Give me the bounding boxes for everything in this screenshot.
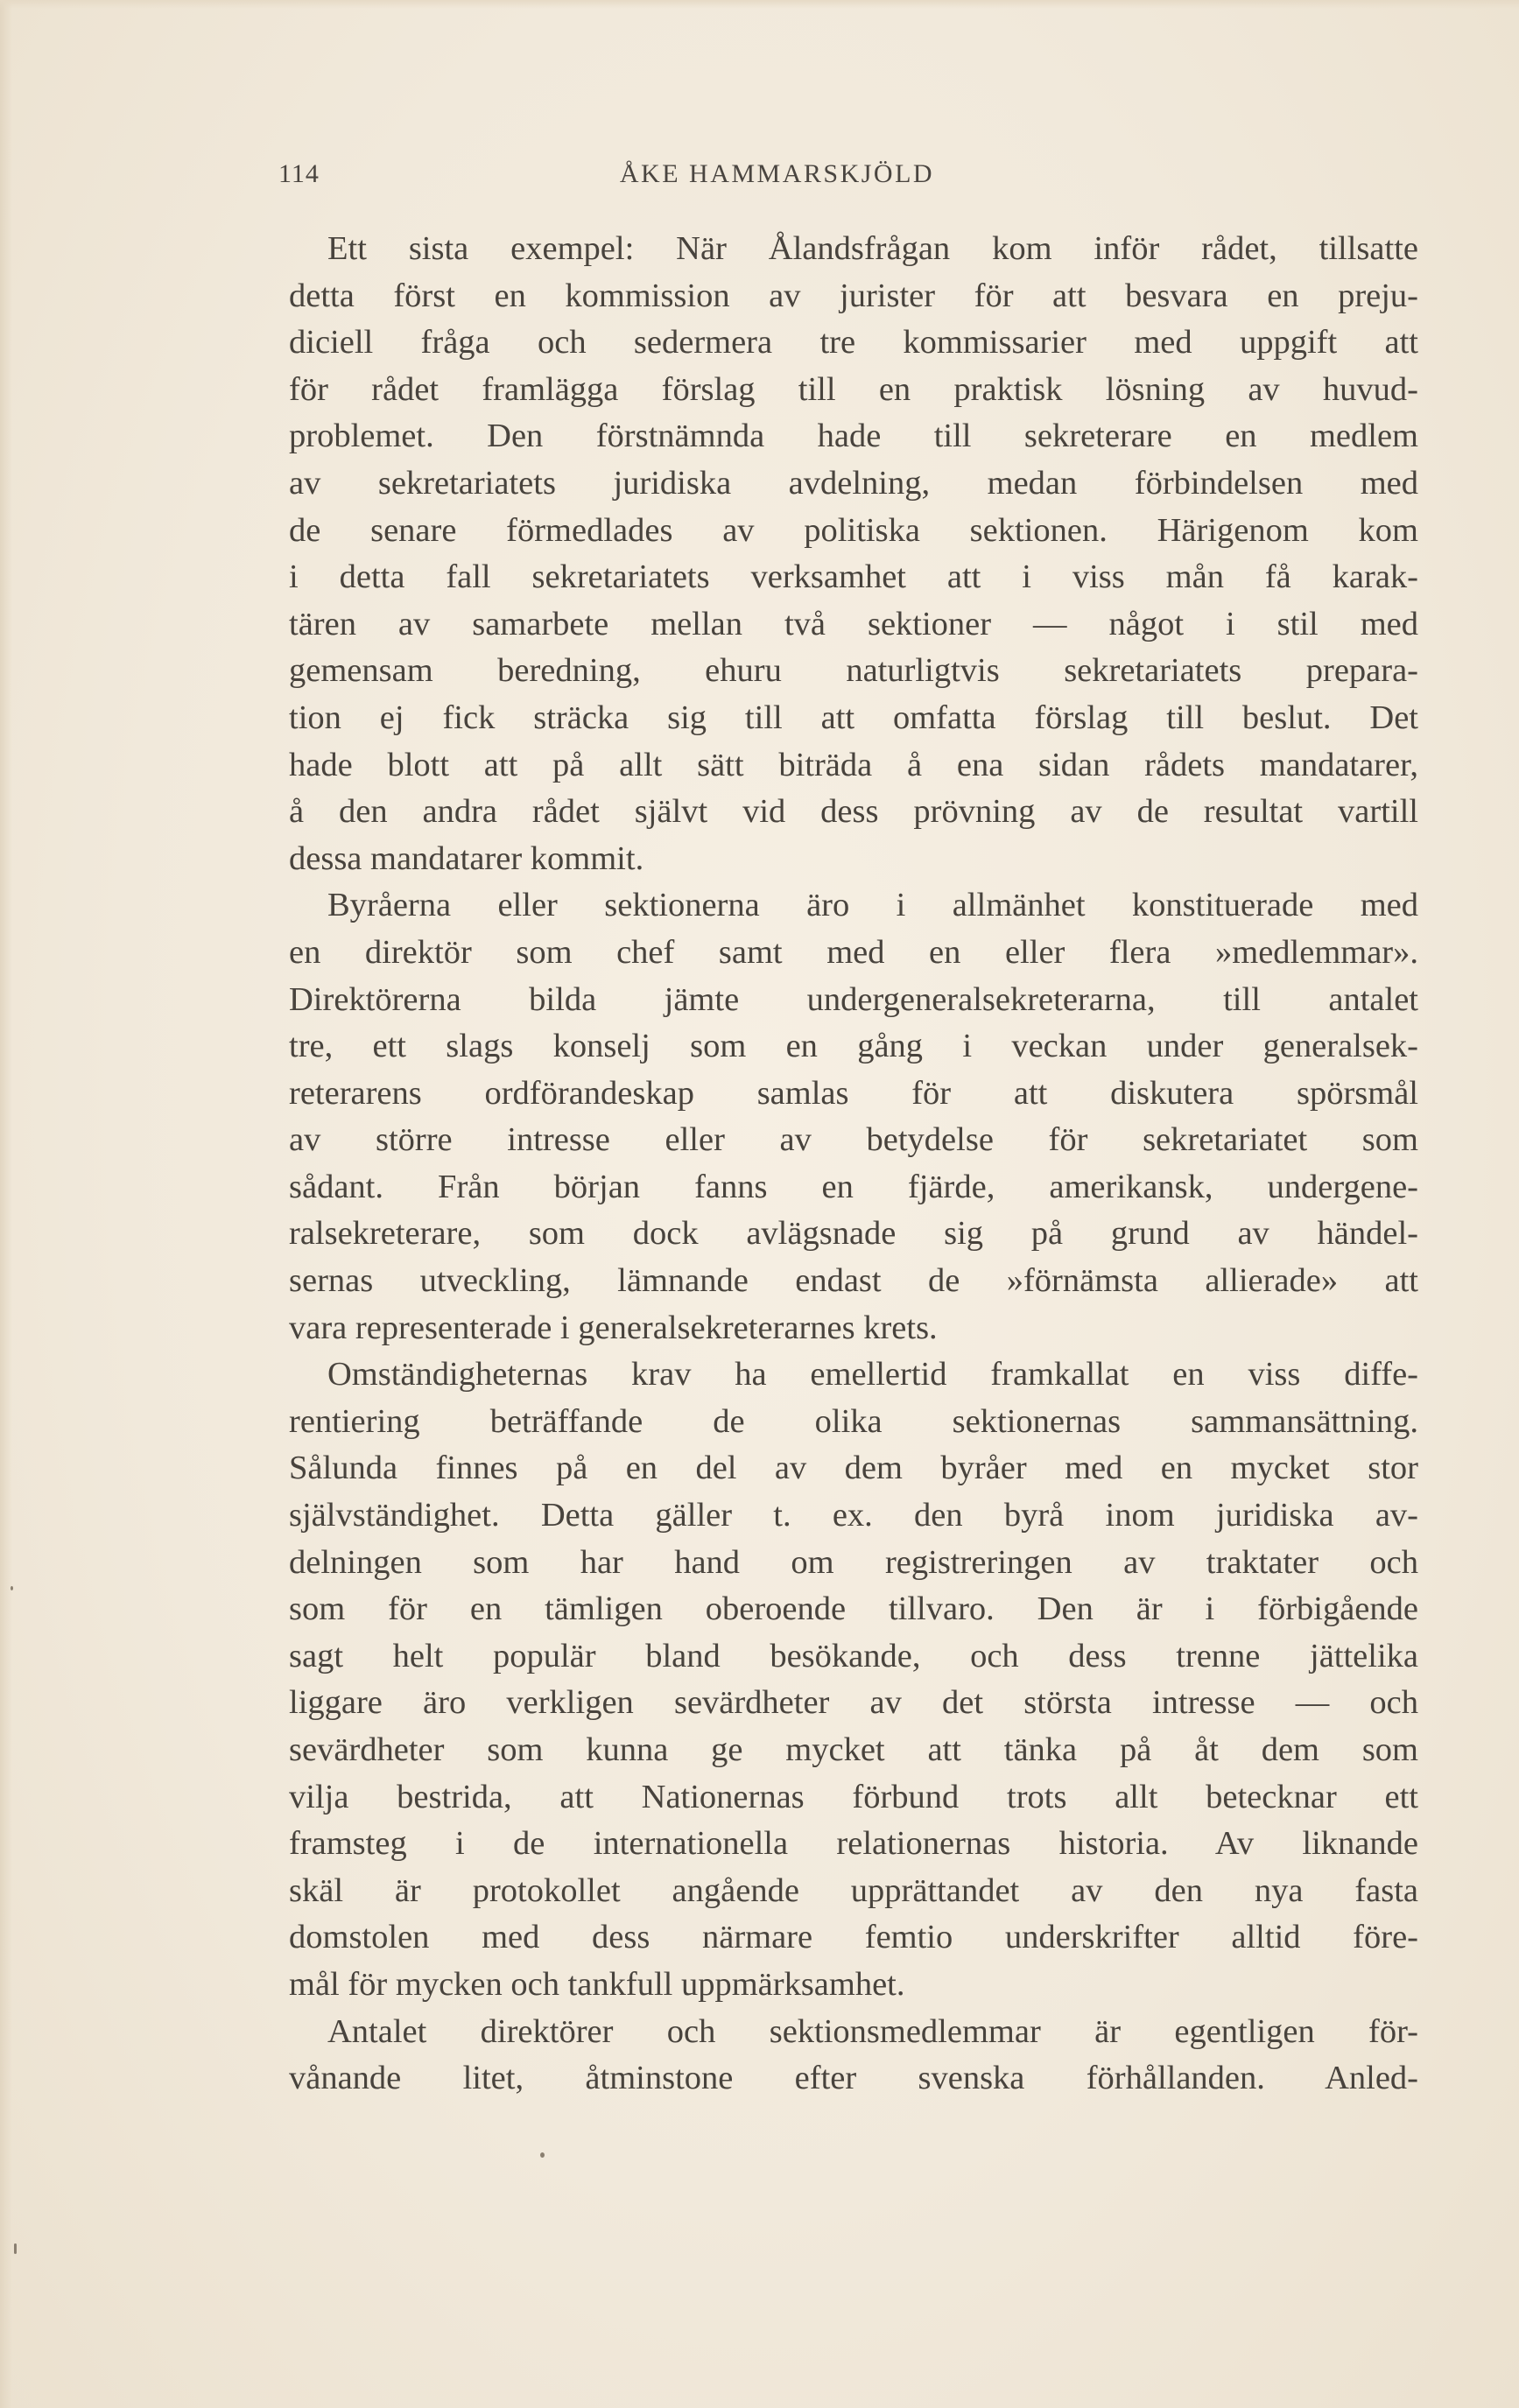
text-line: detta först en kommission av jurister för att besvara en preju-: [289, 277, 1418, 314]
text-line: problemet. Den förstnämnda hade till sekreterare en medlem: [289, 418, 1418, 455]
paragraph: [289, 1351, 1418, 2008]
text-line: liggare äro verkligen sevärdheter av det största intresse — och: [289, 1684, 1418, 1722]
page-header: [0, 159, 1519, 203]
paragraph: [289, 2009, 1418, 2103]
text-line: diciell fråga och sedermera tre kommissarier med uppgift att: [289, 324, 1418, 362]
text-line: för rådet framlägga förslag till en praktisk lösning av huvud-: [289, 370, 1418, 408]
text-line: sådant. Från början fanns en fjärde, amerikansk, undergene-: [289, 1168, 1418, 1205]
page-edge-shadow-left: [0, 0, 12, 2408]
text-line: sagt helt populär bland besökande, och dess trenne jättelika: [289, 1637, 1418, 1674]
text-line: mål för mycken och tankfull uppmärksamhet.: [289, 1965, 905, 2003]
text-line: delningen som har hand om registreringen av traktater och: [289, 1543, 1418, 1581]
text-line: sevärdheter som kunna ge mycket att tänka på åt dem som: [289, 1731, 1418, 1768]
text-line: som för en tämligen oberoende tillvaro. Den är i förbigående: [289, 1590, 1418, 1628]
text-line: i detta fall sekretariatets verksamhet att i viss mån få karak-: [289, 558, 1418, 596]
text-line: reterarens ordförandeskap samlas för att diskutera spörsmål: [289, 1074, 1418, 1112]
text-line: Byråerna eller sektionerna äro i allmänhet konstituerade med: [327, 887, 1418, 924]
body-text: [289, 226, 1418, 2103]
text-line: de senare förmedlades av politiska sektionen. Härigenom kom: [289, 511, 1418, 549]
text-line: Antalet direktörer och sektionsmedlemmar är egentligen för-: [327, 2012, 1418, 2050]
text-line: vilja bestrida, att Nationernas förbund trots allt betecknar ett: [289, 1778, 1418, 1815]
text-line: självständighet. Detta gäller t. ex. den byrå inom juridiska av-: [289, 1497, 1418, 1534]
text-line: Ett sista exempel: När Ålandsfrågan kom inför rådet, tillsatte: [327, 230, 1418, 267]
page-number: 114: [278, 159, 320, 188]
text-line: å den andra rådet självt vid dess prövning av de resultat vartill: [289, 793, 1418, 831]
text-line: vånande litet, åtminstone efter svenska förhållanden. Anled-: [289, 2060, 1418, 2097]
text-line: ralsekreterare, som dock avlägsnade sig på grund av händel-: [289, 1215, 1418, 1253]
text-line: en direktör som chef samt med en eller flera »medlemmar».: [289, 933, 1418, 971]
text-line: tion ej fick sträcka sig till att omfatta förslag till beslut. Det: [289, 699, 1418, 736]
text-line: skäl är protokollet angående upprättandet av den nya fasta: [289, 1871, 1418, 1909]
text-line: tre, ett slags konselj som en gång i veckan under generalsek-: [289, 1028, 1418, 1065]
running-head: ÅKE HAMMARSKJÖLD: [619, 159, 935, 188]
text-line: Sålunda finnes på en del av dem byråer med en mycket stor: [289, 1450, 1418, 1487]
text-line: Omständigheternas krav ha emellertid framkallat en viss diffe-: [327, 1356, 1418, 1394]
text-line: tären av samarbete mellan två sektioner — något i stil med: [289, 605, 1418, 642]
text-line: framsteg i de internationella relationernas historia. Av liknande: [289, 1825, 1418, 1863]
text-line: domstolen med dess närmare femtio underskrifter alltid före-: [289, 1919, 1418, 1956]
text-line: gemensam beredning, ehuru naturligtvis sekretariatets prepara-: [289, 652, 1418, 690]
paragraph: [289, 226, 1418, 882]
text-line: sernas utveckling, lämnande endast de »förnämsta allierade» att: [289, 1262, 1418, 1300]
paper-speck: [11, 1586, 13, 1590]
text-line: hade blott att på allt sätt biträda å ena sidan rådets mandatarer,: [289, 746, 1418, 783]
text-line: rentiering beträffande de olika sektionernas sammansättning.: [289, 1402, 1418, 1440]
paper-speck: [14, 2243, 17, 2254]
page-edge-shadow-top: [0, 0, 1519, 9]
text-line: av sekretariatets juridiska avdelning, medan förbindelsen med: [289, 464, 1418, 502]
text-line: Direktörerna bilda jämte undergeneralsekreterarna, till antalet: [289, 980, 1418, 1018]
paper-speck: [540, 2152, 545, 2158]
text-line: dessa mandatarer kommit.: [289, 839, 644, 877]
text-line: av större intresse eller av betydelse för sekretariatet som: [289, 1121, 1418, 1159]
text-line: vara representerade i generalsekreterarnes krets.: [289, 1309, 938, 1346]
paragraph: [289, 882, 1418, 1351]
